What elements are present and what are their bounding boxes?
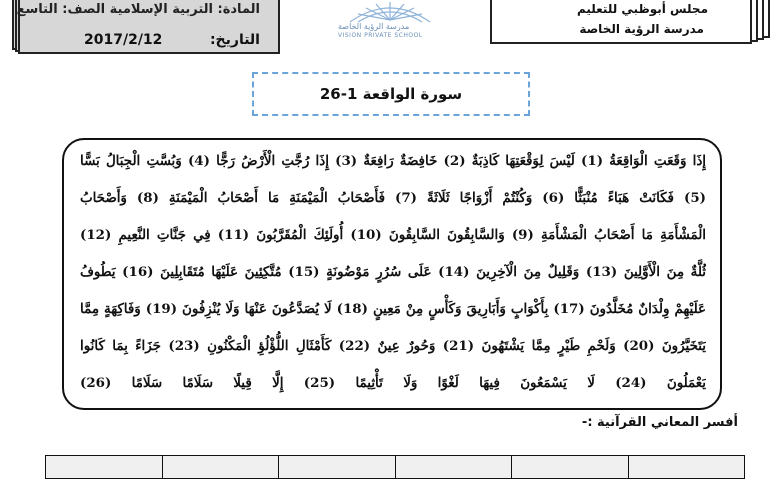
date-value: 2017/2/12 xyxy=(84,32,163,48)
table-cell[interactable] xyxy=(628,456,745,479)
verse-line: الْمَشْأَمَةِ مَا أَصْحَابُ الْمَشْأَمَةِ (9) وَالسَّابِقُونَ السَّابِقُونَ (10) أُولَئِكَ الْمُقَرَّبُونَ (11) فِي جَنَّاتِ النَّعِيمِ (12) xyxy=(80,227,706,243)
date-label: التاريخ: xyxy=(209,32,260,48)
table-cell[interactable] xyxy=(279,456,396,479)
verse-line: عَلَيْهِمْ وِلْدَانٌ مُخَلَّدُونَ (17) بِأَكْوَابٍ وَأَبَارِيقَ وَكَأْسٍ مِنْ مَعِينٍ (18) لَا يُصَدَّعُونَ عَنْهَا وَلَا يُنْزِفُونَ (19) وَفَاكِهَةٍ مِمَّا xyxy=(80,301,706,317)
verse-line: يَتَخَيَّرُونَ (20) وَلَحْمِ طَيْرٍ مِمَّا يَشْتَهُونَ (21) وَحُورٌ عِينٌ (22) كَأَمْثَالِ اللُّؤْلُؤِ الْمَكْنُونِ (23) جَزَاءً بِمَا كَانُوا xyxy=(80,338,706,354)
question-prompt: أفسر المعاني القرآنية :- xyxy=(581,415,738,430)
school-logo xyxy=(310,0,470,42)
lesson-title-box xyxy=(252,72,530,116)
school-info-panel xyxy=(490,0,752,42)
logo-text-arabic: مدرسة الرؤية الخاصة xyxy=(338,22,410,31)
answer-table xyxy=(45,455,745,479)
panel-front-card xyxy=(490,0,752,44)
verse-line: (5) فَكَانَتْ هَبَاءً مُنْبَثًّا (6) وَكُنْتُمْ أَزْوَاجًا ثَلَاثَةً (7) فَأَصْحَابُ الْمَيْمَنَةِ مَا أَصْحَابُ الْمَيْمَنَةِ (8) وَأَصْحَابُ xyxy=(80,190,706,206)
verses-box xyxy=(62,138,722,410)
panel-front-card xyxy=(18,0,280,54)
lesson-title: سورة الواقعة 1-26 xyxy=(319,85,463,103)
subject-line: المادة: التربية الإسلامية الصف: التاسع xyxy=(16,2,260,17)
council-name: مجلس أبوظبي للتعليم xyxy=(576,2,708,16)
table-cell[interactable] xyxy=(512,456,629,479)
verse-line: ثُلَّةٌ مِنَ الْأَوَّلِينَ (13) وَقَلِيلٌ مِنَ الْآخِرِينَ (14) عَلَى سُرُرٍ مَوْضُونَةٍ (15) مُتَّكِئِينَ عَلَيْهَا مُتَقَابِلِينَ (16) يَطُوفُ xyxy=(80,264,706,280)
verse-line: إِذَا وَقَعَتِ الْوَاقِعَةُ (1) لَيْسَ لِوَقْعَتِهَا كَاذِبَةٌ (2) خَافِضَةٌ رَافِعَةٌ (3) إِذَا رُجَّتِ الْأَرْضُ رَجًّا (4) وَبُسَّتِ الْجِبَالُ بَسًّا xyxy=(80,153,706,169)
table-cell[interactable] xyxy=(395,456,512,479)
table-cell[interactable] xyxy=(46,456,163,479)
logo-text-english: VISION PRIVATE SCHOOL xyxy=(338,32,423,39)
verse-line: يَعْمَلُونَ (24) لَا يَسْمَعُونَ فِيهَا لَغْوًا وَلَا تَأْثِيمًا (25) إِلَّا قِيلًا سَلَامًا سَلَامًا (26) xyxy=(80,375,706,391)
school-name: مدرسة الرؤية الخاصة xyxy=(579,22,704,36)
table-cell[interactable] xyxy=(162,456,279,479)
subject-date-panel xyxy=(18,0,280,54)
table-row xyxy=(46,456,745,479)
